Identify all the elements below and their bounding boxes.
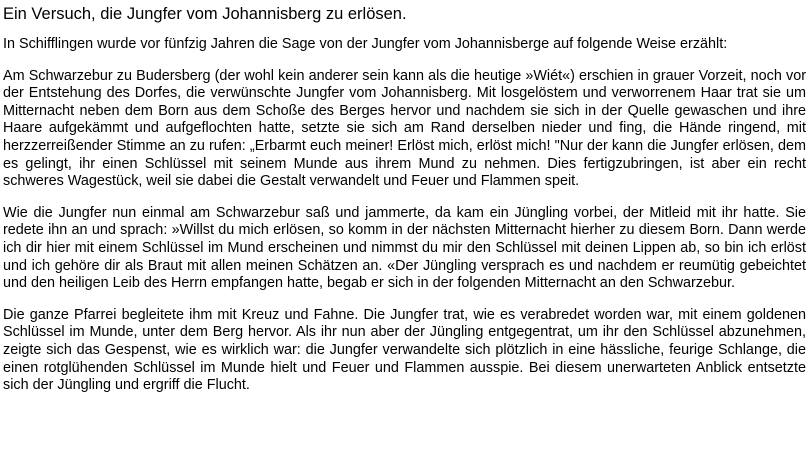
- paragraph-transformation: Die ganze Pfarrei begleitete ihm mit Kreuz und Fahne. Die Jungfer trat, wie es verabredet worden war, mit einem goldenen Schlüssel im Munde, unter dem Berg hervor. Als ihr nun aber der Jüngling entgegentrat, um ihr den Schlüssel abzunehmen, zeigte sich das Gespenst, wie es wirklich war: die Jungfer verwandelte sich plötzlich in eine hässliche, feurige Schlange, die einen rotglühenden Schlüssel im Munde hielt und Feuer und Flammen ausspie. Bei diesem unerwarteten Anblick entsetzte sich der Jüngling und ergriff die Flucht.: [3, 306, 806, 394]
- paragraph-youth: Wie die Jungfer nun einmal am Schwarzebur saß und jammerte, da kam ein Jüngling vorbei, der Mitleid mit ihr hatte. Sie redete ihn an und sprach: »Willst du mich erlösen, so komm in der nächsten Mitternacht hierher zu diesem Born. Dann werde ich dir hier mit einem Schlüssel im Mund erscheinen und nimmst du mir den Schlüssel mit deinen Lippen ab, so bin ich erlöst und ich gehöre dir als Braut mit allen meinen Schätzen an. «Der Jüngling versprach es und nachdem er reumütig gebeichtet und den heiligen Leib des Herrn empfangen hatte, begab er sich in der folgenden Mitternacht an den Schwarzebur.: [3, 204, 806, 292]
- paragraph-apparition: Am Schwarzebur zu Budersberg (der wohl kein anderer sein kann als die heutige »Wiét«) erschien in grauer Vorzeit, noch vor der Entstehung des Dorfes, die verwünschte Jungfer vom Johannisberg. Mit losgelöstem und verworrenem Haar trat sie um Mitternacht neben dem Born aus dem Schoße des Berges hervor und nachdem sie sich in der Quelle gewaschen und ihre Haare aufgekämmt und aufgeflochten hatte, setzte sie sich am Rand derselben nieder und fing, die Hände ringend, mit herzzerreißender Stimme an zu rufen: „Erbarmt euch meiner! Erlöst mich, erlöst mich! "Nur der kann die Jungfer erlösen, dem es gelingt, ihr einen Schlüssel mit seinem Munde aus ihrem Mund zu nehmen. Dies fertigzubringen, ist aber ein recht schweres Wagestück, weil sie dabei die Gestalt verwandelt und Feuer und Flammen speit.: [3, 67, 806, 190]
- document-title: Ein Versuch, die Jungfer vom Johannisberg zu erlösen.: [3, 5, 407, 23]
- paragraph-intro: In Schifflingen wurde vor fünfzig Jahren die Sage von der Jungfer vom Johannisberge auf folgende Weise erzählt:: [3, 36, 728, 52]
